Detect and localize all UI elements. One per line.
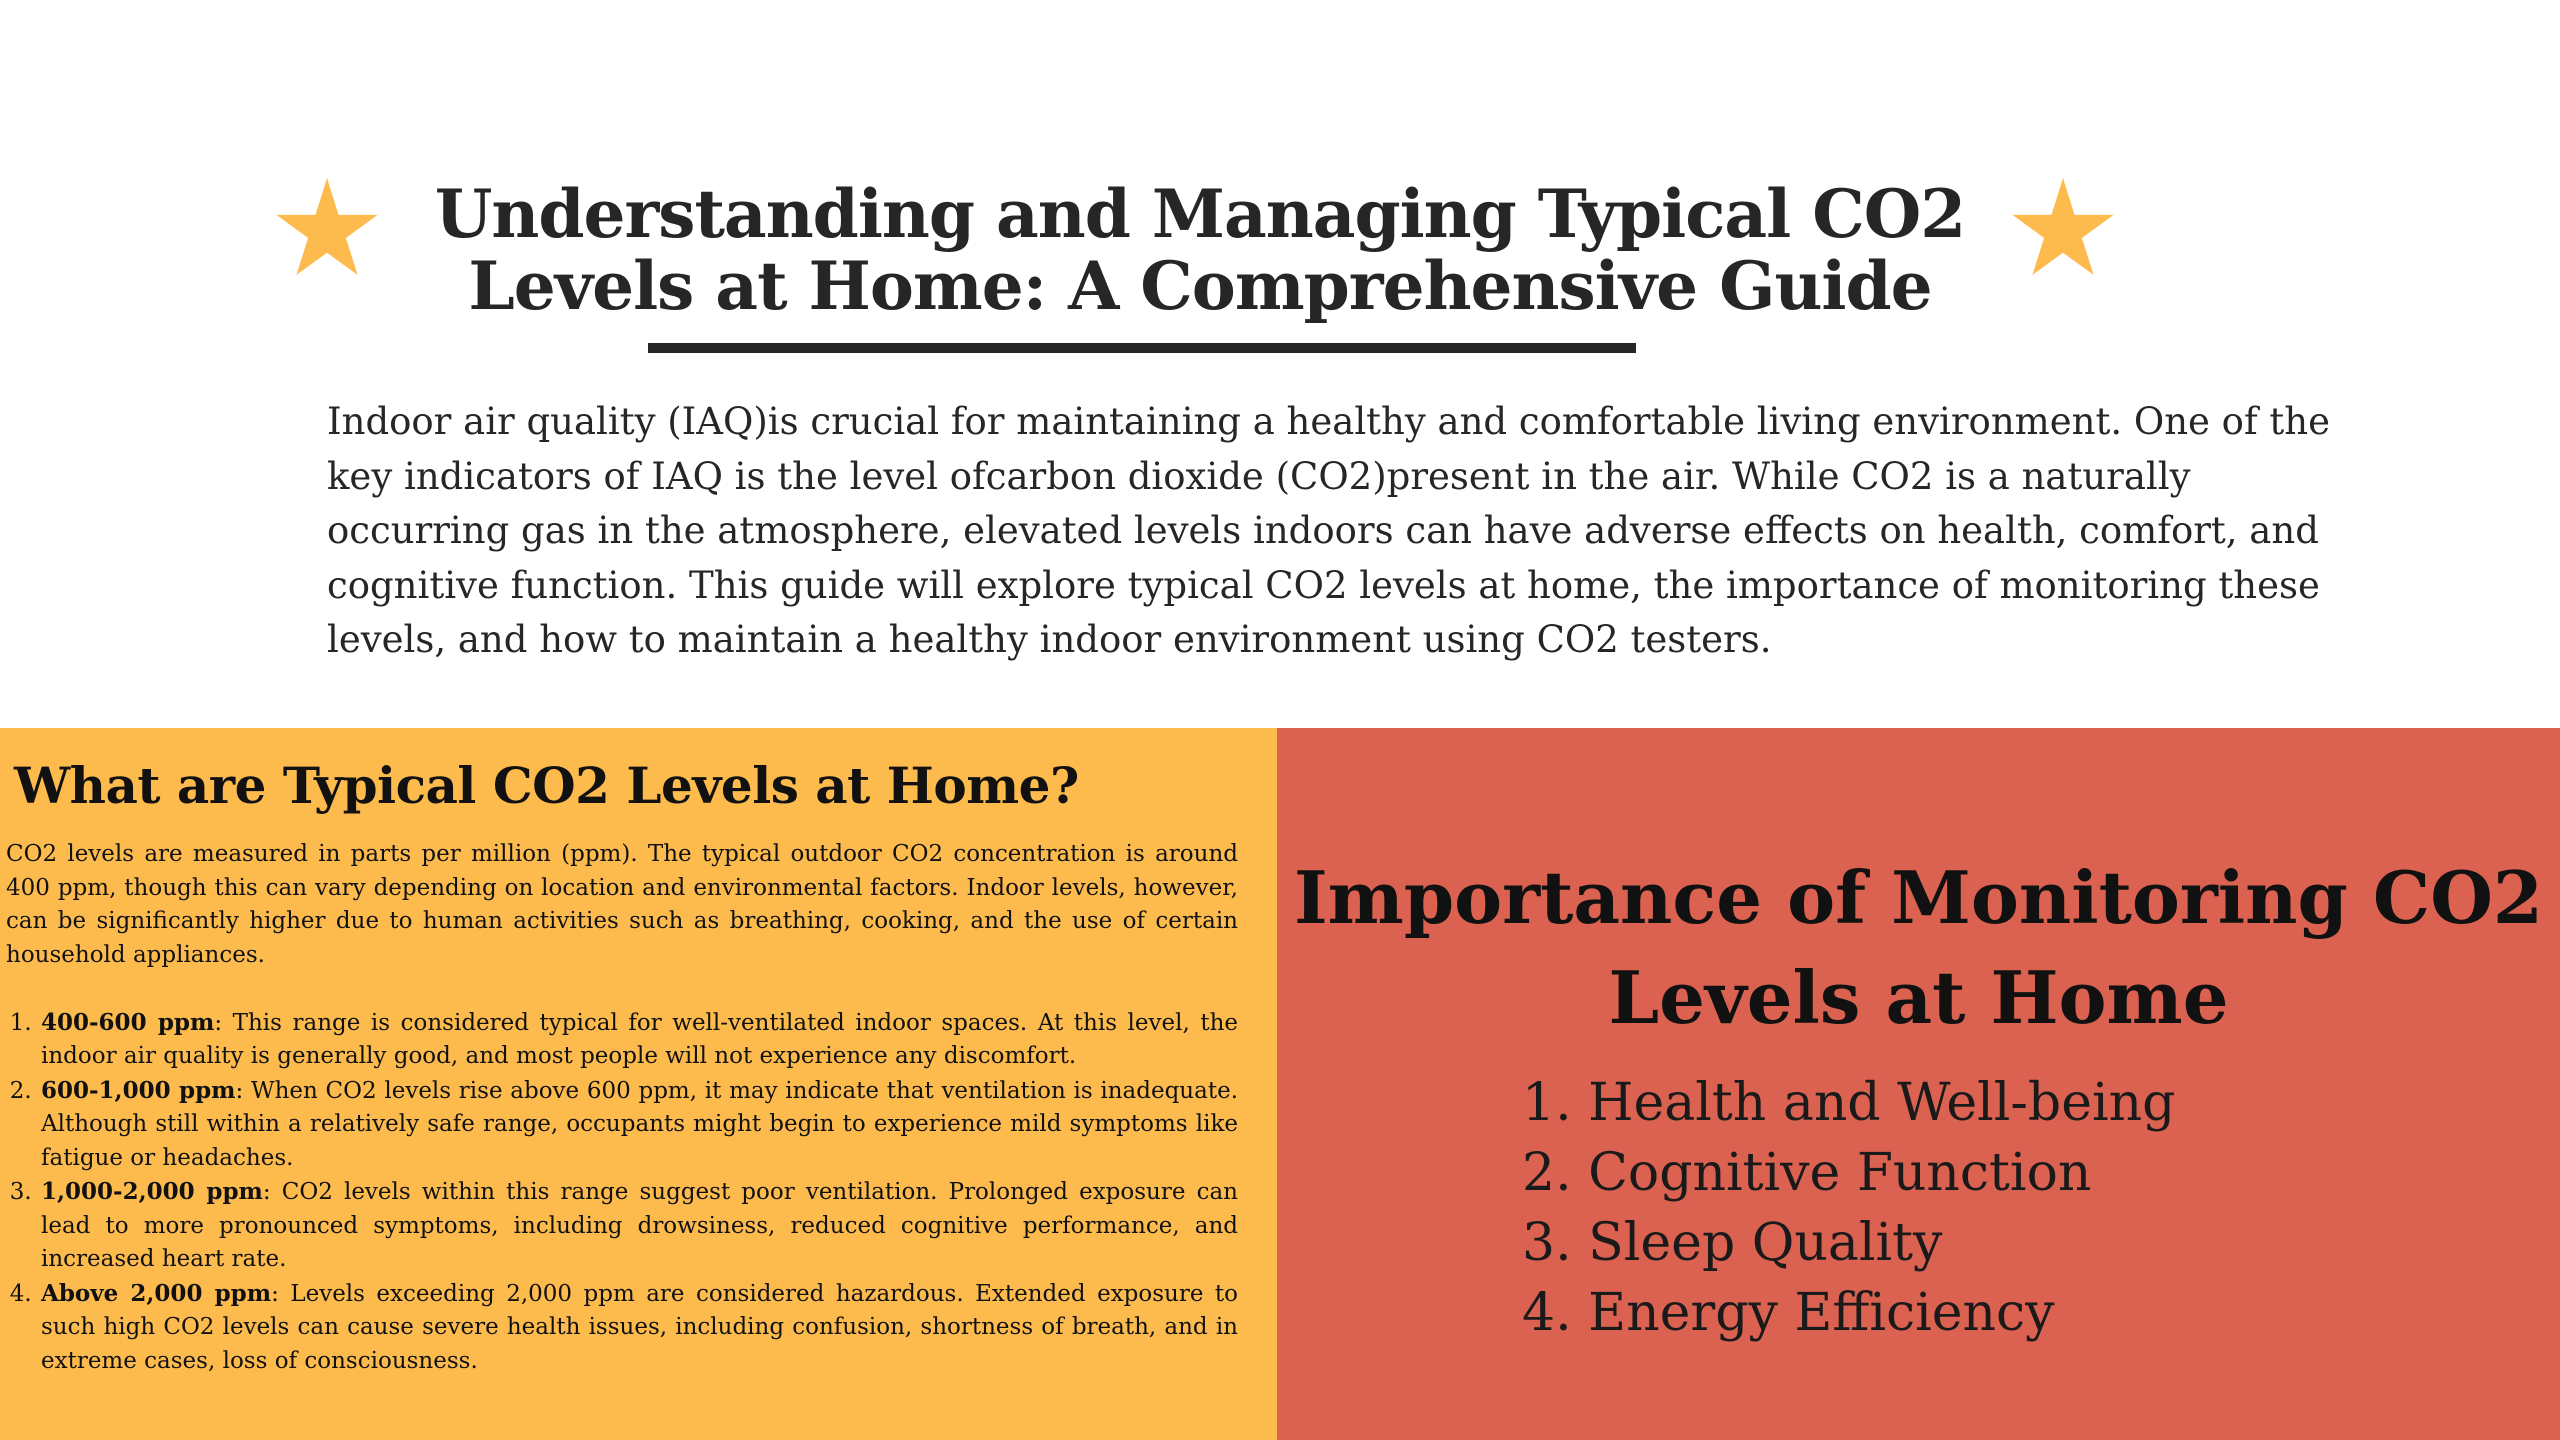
typical-levels-heading: What are Typical CO2 Levels at Home? — [14, 756, 1079, 815]
levels-list — [6, 1006, 1238, 1379]
importance-heading: Importance of Monitoring CO2 Levels at Home — [1293, 855, 2544, 1040]
typical-levels-panel — [0, 728, 1277, 1440]
importance-list — [1522, 1068, 2175, 1348]
star-icon — [274, 178, 380, 278]
list-item: 1. Health and Well-being — [1522, 1073, 2176, 1133]
importance-panel — [1277, 728, 2560, 1440]
typical-levels-paragraph: CO2 levels are measured in parts per million (ppm). The typical outdoor CO2 concentration is around 400 ppm, though this can vary depending on location and environmental factors. Indoor levels, however, can be significantly higher due to human activities such as breathing, cooking, and the use of certain household appliances. — [6, 841, 1238, 968]
level-range: 1,000-2,000 ppm — [41, 1178, 263, 1205]
level-description: : When CO2 levels rise above 600 ppm, it may indicate that ventilation is inadequate. Although still within a relatively safe range, occupants might begin to experience mild symptoms like fatigue or headaches. — [41, 1077, 1239, 1171]
level-description: : CO2 levels within this range suggest poor ventilation. Prolonged exposure can lead to more pronounced symptoms, including drowsiness, reduced cognitive performance, and increased heart rate. — [41, 1179, 1238, 1272]
list-item — [39, 1074, 1238, 1176]
list-item — [39, 1277, 1238, 1379]
level-range: 400-600 ppm — [41, 1008, 215, 1036]
star-icon — [2010, 178, 2116, 278]
title-underline — [648, 343, 1636, 353]
page-title: Understanding and Managing Typical CO2 Levels at Home: A Comprehensive Guide — [434, 175, 1966, 325]
list-item: 2. Cognitive Function — [1522, 1143, 2092, 1203]
list-item — [39, 1006, 1238, 1074]
list-item: 4. Energy Efficiency — [1522, 1283, 2055, 1343]
level-range: 600-1,000 ppm — [41, 1076, 236, 1104]
list-item — [39, 1175, 1238, 1277]
level-description: : Levels exceeding 2,000 ppm are considered hazardous. Extended exposure to such high CO2 levels can cause severe health issues, including confusion, shortness of breath, and in extreme cases, loss of consciousness. — [41, 1280, 1238, 1374]
intro-paragraph: Indoor air quality (IAQ)is crucial for maintaining a healthy and comfortable living environment. One of the key indicators of IAQ is the level ofcarbon dioxide (CO2)present in the air. While CO2 is a naturally occurring gas in the atmosphere, elevated levels indoors can have adverse effects on health, comfort, and cognitive function. This guide will explore typical CO2 levels at home, the importance of monitoring these levels, and how to maintain a healthy indoor environment using CO2 testers. — [327, 400, 2331, 661]
list-item: 3. Sleep Quality — [1522, 1213, 1943, 1273]
level-description: : This range is considered typical for well-ventilated indoor spaces. At this level, the indoor air quality is generally good, and most people will not experience any discomfort. — [41, 1009, 1239, 1069]
level-range: Above 2,000 ppm — [41, 1279, 272, 1307]
